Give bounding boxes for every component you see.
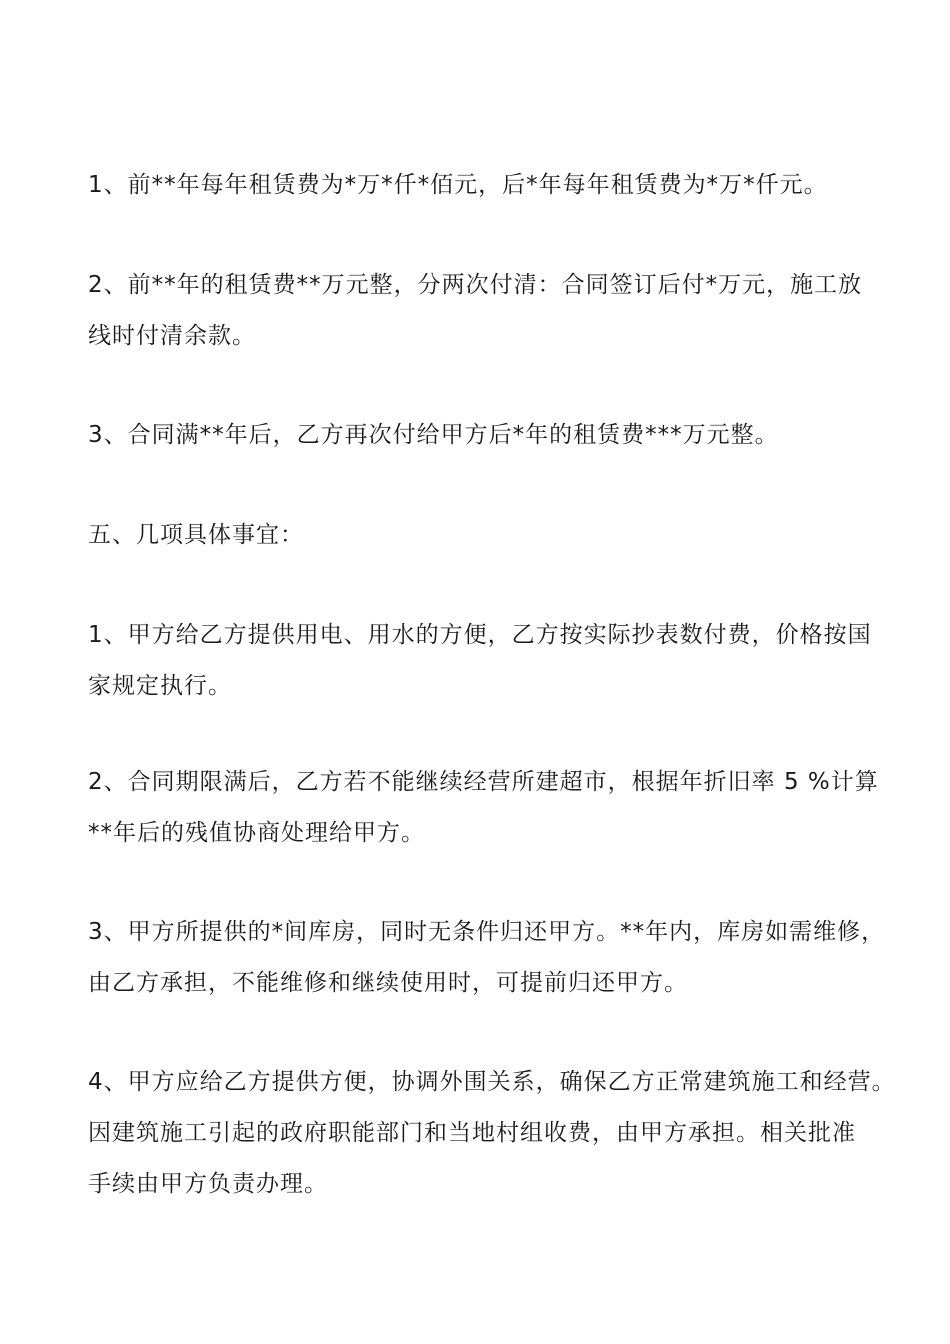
text-line: 因建筑施工引起的政府职能部门和当地村组收费，由甲方承担。相关批准 — [88, 1120, 856, 1146]
text-line: 线时付清余款。 — [88, 323, 256, 349]
text-line: 2、合同期限满后，乙方若不能继续经营所建超市，根据年折旧率 5 %计算 — [88, 769, 879, 795]
text-line: 由乙方承担，不能维修和继续使用时，可提前归还甲方。 — [88, 970, 688, 996]
section-heading — [88, 510, 888, 561]
text-line: 1、甲方给乙方提供用电、用水的方便，乙方按实际抄表数付费，价格按国 — [88, 622, 872, 648]
text-line: 家规定执行。 — [88, 673, 232, 699]
text-line: 3、甲方所提供的*间库房，同时无条件归还甲方。**年内，库房如需维修， — [88, 919, 886, 945]
contract-renewal-paragraph — [88, 410, 888, 461]
text-line: 4、甲方应给乙方提供方便，协调外围关系，确保乙方正常建筑施工和经营。 — [88, 1069, 896, 1095]
utilities-paragraph — [88, 610, 888, 712]
text-line: 手续由甲方负责办理。 — [88, 1171, 328, 1197]
depreciation-paragraph — [88, 757, 888, 859]
warehouse-paragraph — [88, 907, 888, 1009]
section-title: 五、几项具体事宜： — [88, 522, 304, 548]
rent-payment-paragraph — [88, 260, 888, 362]
rent-fee-paragraph — [88, 160, 888, 211]
text-line: 2、前**年的租赁费**万元整，分两次付清：合同签订后付*万元，施工放 — [88, 272, 863, 298]
text-line: 1、前**年每年租赁费为*万*仟*佰元，后*年每年租赁费为*万*仟元。 — [88, 172, 828, 198]
text-line: 3、合同满**年后，乙方再次付给甲方后*年的租赁费***万元整。 — [88, 422, 779, 448]
text-line: **年后的残值协商处理给甲方。 — [88, 820, 425, 846]
coordination-paragraph — [88, 1057, 896, 1210]
